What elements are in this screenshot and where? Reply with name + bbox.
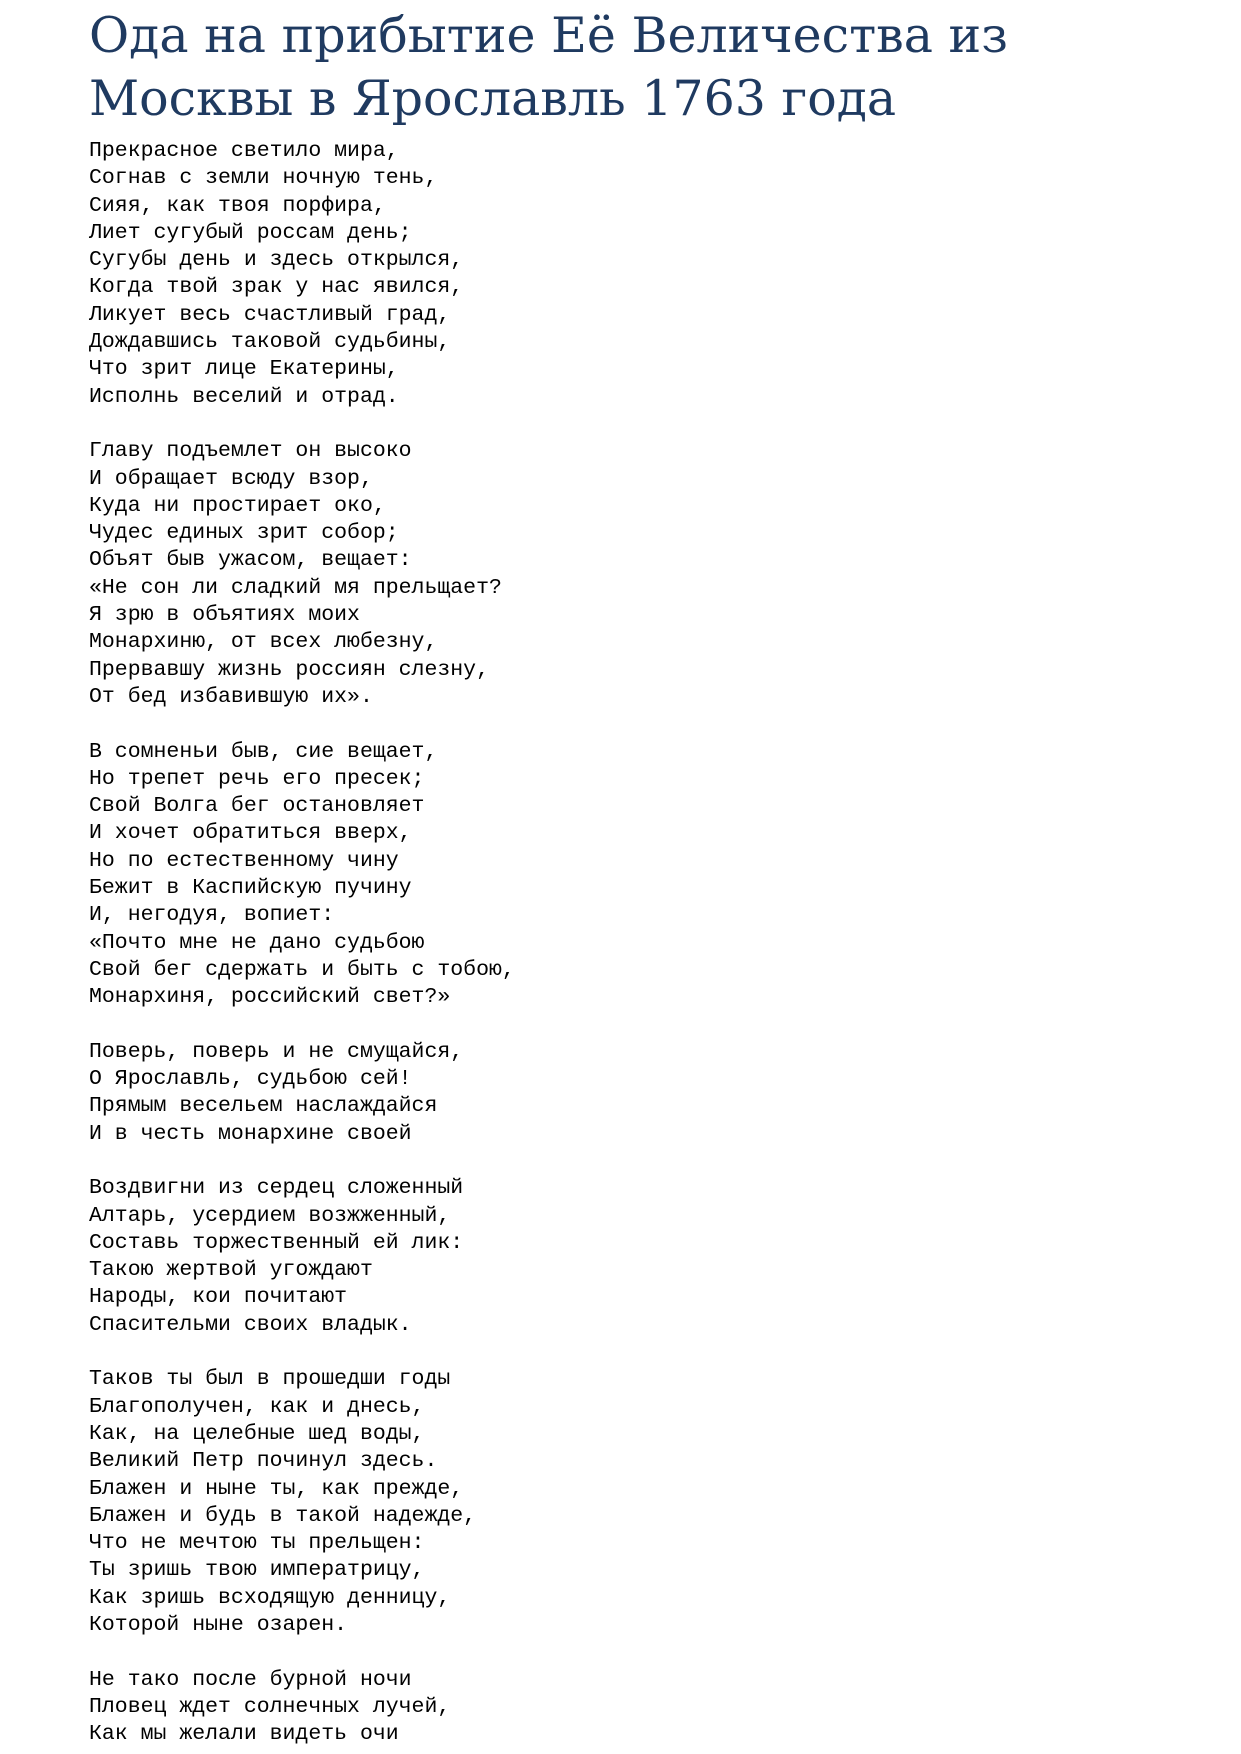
poem-line: О Ярославль, судьбою сей! (89, 1067, 412, 1092)
poem-line: В сомненьи быв, сие вещает, (89, 739, 438, 764)
stanza-spacer (89, 1148, 1189, 1175)
poem-line: Чудес единых зрит собор; (89, 521, 399, 546)
poem-line: И хочет обратиться вверх, (89, 821, 412, 846)
stanza (89, 1366, 1189, 1639)
poem-line: Составь торжественный ей лик: (89, 1230, 464, 1255)
poem-line: Спасительми своих владык. (89, 1312, 412, 1337)
title-line-1: Ода на прибытие Её Величества из (89, 7, 1008, 64)
poem-line: «Не сон ли сладкий мя прельщает? (89, 575, 502, 600)
poem-line: Монархиню, от всех любезну, (89, 630, 438, 655)
poem-line: Согнав с земли ночную тень, (89, 166, 438, 191)
poem-line: Не тако после бурной ночи (89, 1667, 412, 1692)
poem-line: Свой Волга бег остановляет (89, 794, 425, 819)
poem-line: Поверь, поверь и не смущайся, (89, 1039, 464, 1064)
poem-line: От бед избавившую их». (89, 684, 373, 709)
stanza (89, 138, 1189, 411)
poem-line: Но по естественному чину (89, 848, 399, 873)
poem-line: Прямым весельем наслаждайся (89, 1094, 438, 1119)
poem-line: Я зрю в объятиях моих (89, 603, 360, 628)
poem-line: Воздвигни из сердец сложенный (89, 1176, 464, 1201)
poem-line: Таков ты был в прошедши годы (89, 1367, 451, 1392)
poem-line: Как, на целебные шед воды, (89, 1421, 425, 1446)
poem-line: Алтарь, усердием возжженный, (89, 1203, 451, 1228)
poem-line: Ты зришь твою императрицу, (89, 1558, 425, 1583)
poem-line: И в честь монархине своей (89, 1121, 412, 1146)
poem-line: Как мы желали видеть очи (89, 1722, 399, 1747)
poem-line: Прекрасное светило мира, (89, 139, 399, 163)
poem-line: Как зришь всходящую денницу, (89, 1585, 451, 1610)
stanza-spacer (89, 1639, 1189, 1666)
stanza (89, 1175, 1189, 1339)
title-line-2: Москвы в Ярославль 1763 года (89, 70, 897, 127)
stanza-spacer (89, 1339, 1189, 1366)
document-page (89, 0, 1189, 1749)
stanza (89, 1039, 1189, 1148)
poem-line: Главу подъемлет он высоко (89, 439, 412, 464)
poem-line: Объят быв ужасом, вещает: (89, 548, 412, 573)
poem-line: Сугубы день и здесь открылся, (89, 248, 464, 273)
poem-line: Исполнь веселий и отрад. (89, 384, 399, 409)
poem-line: Куда ни простирает око, (89, 493, 386, 518)
stanza-spacer (89, 411, 1189, 438)
poem-line: Блажен и ныне ты, как прежде, (89, 1476, 464, 1501)
poem-line: Что не мечтою ты прельщен: (89, 1531, 425, 1556)
poem-line: Такою жертвой угождают (89, 1258, 373, 1283)
poem-line: Что зрит лице Екатерины, (89, 357, 399, 382)
poem-line: Великий Петр починул здесь. (89, 1449, 438, 1474)
poem-line: И обращает всюду взор, (89, 466, 373, 491)
poem-line: Лиет сугубый россам день; (89, 220, 412, 245)
poem-line: Народы, кои почитают (89, 1285, 348, 1310)
poem-line: Пловец ждет солнечных лучей, (89, 1694, 451, 1719)
stanza-spacer (89, 1012, 1189, 1039)
poem-line: Блажен и будь в такой надежде, (89, 1503, 477, 1528)
poem-line: «Почто мне не дано судьбою (89, 930, 425, 955)
poem-line: Благополучен, как и днесь, (89, 1394, 425, 1419)
poem-line: Сияя, как твоя порфира, (89, 193, 386, 218)
poem-line: Прервавшу жизнь россиян слезну, (89, 657, 489, 682)
stanza-spacer (89, 711, 1189, 738)
stanza (89, 438, 1189, 711)
poem-line: Когда твой зрак у нас явился, (89, 275, 464, 300)
poem-line: Дождавшись таковой судьбины, (89, 330, 451, 355)
document-title (89, 0, 1189, 130)
poem-line: Монархиня, российский свет?» (89, 985, 451, 1010)
poem-line: Ликует весь счастливый град, (89, 302, 451, 327)
poem-line: Которой ныне озарен. (89, 1613, 348, 1638)
stanza (89, 1667, 1189, 1749)
poem-line: Но трепет речь его пресек; (89, 766, 425, 791)
poem-line: И, негодуя, вопиет: (89, 903, 335, 928)
poem-line: Свой бег сдержать и быть с тобою, (89, 957, 515, 982)
stanza (89, 739, 1189, 1012)
poem-body (89, 138, 1189, 1749)
poem-line: Бежит в Каспийскую пучину (89, 876, 412, 901)
